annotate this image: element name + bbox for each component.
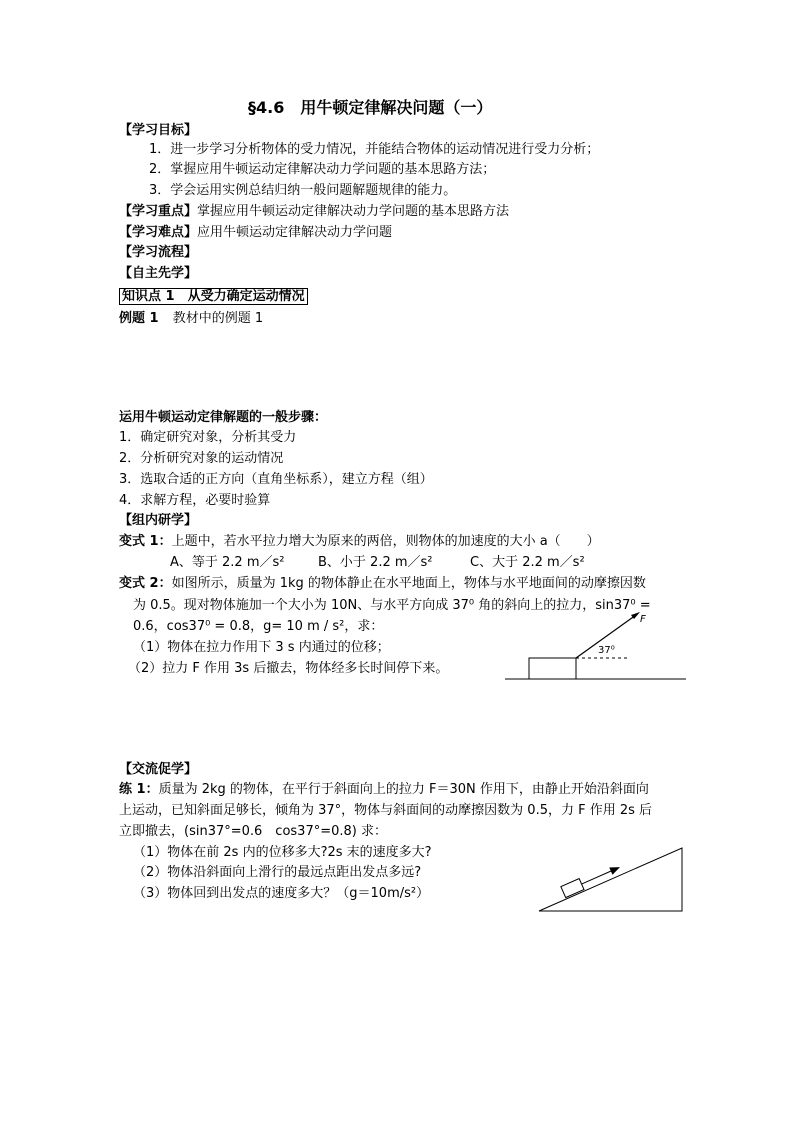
goal-item: 1．进一步学习分析物体的受力情况，并能结合物体的运动情况进行受力分析； — [149, 142, 600, 157]
pull-force-arrow-head — [609, 863, 621, 874]
practice-question: （2）物体沿斜面向上滑行的最远点距出发点多远? — [133, 865, 422, 880]
variant2-question: （2）拉力 F 作用 3s 后撤去，物体经多长时间停下来。 — [128, 661, 449, 676]
variant2-text: 如图所示，质量为 1kg 的物体静止在水平地面上，物体与水平地面间的动摩擦因数 — [171, 576, 646, 591]
practice-question: （3）物体回到出发点的速度多大？（g＝10m/s²） — [133, 886, 430, 901]
practice-text: 立即撤去，(sin37°=0.6 cos37°=0.8) 求： — [119, 824, 387, 839]
key-point-text: 掌握应用牛顿运动定律解决动力学问题的基本思路方法 — [197, 204, 510, 219]
practice-text: 上运动，已知斜面足够长，倾角为 37°，物体与斜面间的动摩擦因数为 0.5，力 F 作用 2s 后 — [119, 803, 653, 818]
practice-question: （1）物体在前 2s 内的位移多大?2s 末的速度多大? — [133, 845, 432, 860]
variant1-text: 上题中，若水平拉力增大为原来的两倍，则物体的加速度的大小 a（ ） — [171, 534, 600, 549]
exchange-heading: 【交流促学】 — [119, 762, 198, 777]
page-title: §4.6 用牛顿定律解决问题（一） — [248, 98, 493, 117]
variant1-option: B、小于 2.2 m／s² — [318, 555, 433, 570]
difficulty-heading: 【学习难点】 — [119, 225, 198, 240]
variant2-text: 为 0.5。现对物体施加一个大小为 10N、与水平方向成 37⁰ 角的斜向上的拉力，sin37⁰ = — [133, 598, 651, 613]
variant1-label: 变式 1： — [119, 534, 172, 549]
example-line — [119, 310, 263, 328]
incline-triangle — [539, 848, 682, 911]
variant1-option: C、大于 2.2 m／s² — [470, 555, 585, 570]
variant1-option: A、等于 2.2 m／s² — [170, 555, 285, 570]
variant2-diagram — [500, 608, 700, 683]
goals-heading: 【学习目标】 — [119, 123, 198, 138]
variant2-text: 0.6，cos37⁰ = 0.8，g= 10 m / s²，求： — [133, 619, 384, 634]
example-text: 教材中的例题 1 — [172, 311, 264, 326]
practice-line — [119, 781, 649, 799]
process-heading: 【学习流程】 — [119, 245, 198, 260]
key-point-line — [119, 203, 509, 221]
step-item: 1．确定研究对象，分析其受力 — [119, 430, 297, 445]
incline-diagram — [534, 845, 694, 915]
variant2-label: 变式 2： — [119, 576, 172, 591]
step-item: 2．分析研究对象的运动情况 — [119, 451, 284, 466]
steps-heading: 运用牛顿运动定律解题的一般步骤： — [119, 410, 328, 425]
variant2-line — [119, 575, 646, 593]
example-label: 例题 1 — [119, 311, 159, 326]
goal-item: 2．掌握应用牛顿运动定律解决动力学问题的基本思路方法； — [149, 162, 496, 177]
force-label: F — [640, 614, 646, 625]
knowledge-point-box: 知识点 1 从受力确定运动情况 — [119, 288, 308, 305]
practice-text: 质量为 2kg 的物体，在平行于斜面向上的拉力 F＝30N 作用下，由静止开始沿斜面向 — [158, 782, 649, 797]
difficulty-text: 应用牛顿运动定律解决动力学问题 — [197, 225, 393, 240]
step-item: 3．选取合适的正方向（直角坐标系），建立方程（组） — [119, 472, 433, 487]
key-point-heading: 【学习重点】 — [119, 204, 198, 219]
step-item: 4．求解方程，必要时验算 — [119, 493, 271, 508]
goal-item: 3．学会运用实例总结归纳一般问题解题规律的能力。 — [149, 183, 457, 198]
self-study-heading: 【自主先学】 — [119, 266, 198, 281]
variant1-line — [119, 533, 600, 551]
group-study-heading: 【组内研学】 — [119, 513, 198, 528]
difficulty-line — [119, 224, 392, 242]
practice-label: 练 1： — [119, 782, 159, 797]
variant2-question: （1）物体在拉力作用下 3 s 内通过的位移； — [133, 640, 390, 655]
angle-label: 37⁰ — [598, 645, 615, 656]
block — [529, 658, 576, 679]
